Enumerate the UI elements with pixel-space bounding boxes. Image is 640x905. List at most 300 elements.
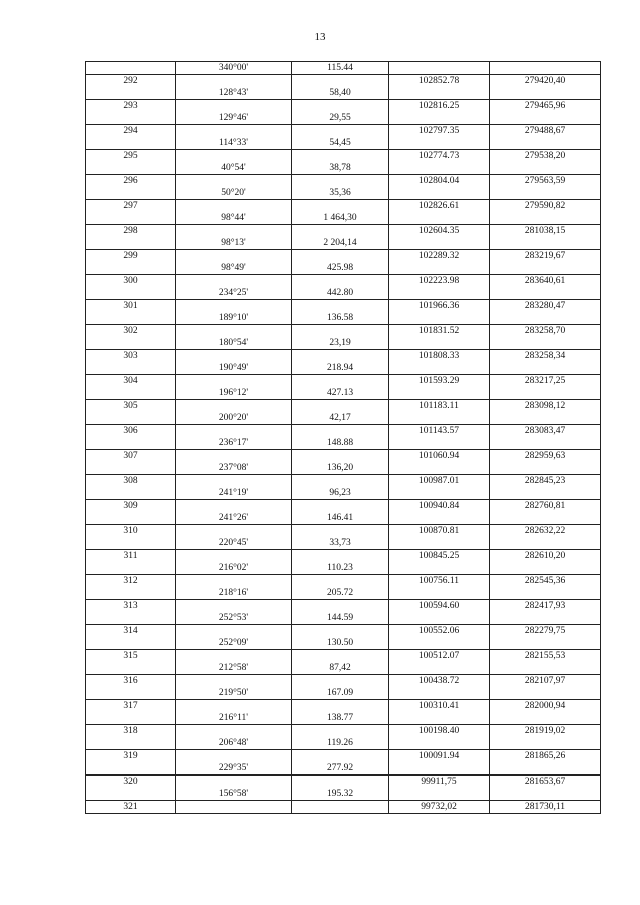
direction-angle: 98°44': [176, 212, 292, 225]
segment-row: [86, 737, 601, 750]
segment-row: [86, 187, 601, 200]
direction-angle: 218°16': [176, 587, 292, 600]
segment-length: 167.09: [292, 687, 389, 700]
empty-cell: [490, 762, 601, 775]
empty-cell: [389, 612, 490, 625]
empty-cell: [490, 512, 601, 525]
coordinate-x: 102804.04: [389, 175, 490, 188]
empty-cell: [176, 625, 292, 638]
empty-cell: [86, 462, 176, 475]
empty-cell: [292, 200, 389, 213]
empty-cell: [86, 437, 176, 450]
empty-cell: [176, 575, 292, 588]
coordinate-y: 283640,61: [490, 275, 601, 288]
coordinate-x: 102774.73: [389, 150, 490, 163]
point-row: [86, 801, 601, 814]
empty-cell: [292, 250, 389, 263]
empty-cell: [176, 350, 292, 363]
segment-row: [86, 237, 601, 250]
coordinate-y: 283258,70: [490, 325, 601, 338]
empty-cell: [389, 262, 490, 275]
empty-cell: [176, 175, 292, 188]
empty-cell: [292, 125, 389, 138]
segment-row: [86, 788, 601, 801]
point-number: 310: [86, 525, 176, 538]
point-row: [86, 275, 601, 288]
point-number: 296: [86, 175, 176, 188]
empty-cell: [86, 637, 176, 650]
segment-length: 54,45: [292, 137, 389, 150]
empty-cell: [86, 687, 176, 700]
coordinate-x: 101831.52: [389, 325, 490, 338]
point-number: 298: [86, 225, 176, 238]
segment-row: [86, 312, 601, 325]
point-number: 313: [86, 600, 176, 613]
point-number: 317: [86, 700, 176, 713]
point-row: [86, 375, 601, 388]
empty-cell: [176, 150, 292, 163]
direction-angle: 114°33': [176, 137, 292, 150]
point-row: [86, 225, 601, 238]
empty-cell: [86, 712, 176, 725]
empty-cell: [176, 75, 292, 88]
empty-cell: [86, 512, 176, 525]
empty-cell: [389, 187, 490, 200]
empty-cell: [490, 62, 601, 75]
empty-cell: [389, 512, 490, 525]
empty-cell: [86, 537, 176, 550]
empty-cell: [86, 362, 176, 375]
point-number: 294: [86, 125, 176, 138]
empty-cell: [86, 737, 176, 750]
coordinate-x: 102852.78: [389, 75, 490, 88]
empty-cell: [86, 312, 176, 325]
point-number: 295: [86, 150, 176, 163]
empty-cell: [86, 387, 176, 400]
coordinate-x: 100940.84: [389, 500, 490, 513]
coordinate-x: 102816.25: [389, 100, 490, 113]
segment-length: 23,19: [292, 337, 389, 350]
empty-cell: [490, 112, 601, 125]
empty-cell: [292, 575, 389, 588]
empty-cell: [490, 237, 601, 250]
empty-cell: [176, 275, 292, 288]
point-row: [86, 600, 601, 613]
empty-cell: [176, 750, 292, 763]
empty-cell: [292, 650, 389, 663]
empty-cell: [176, 801, 292, 814]
point-row: [86, 175, 601, 188]
empty-cell: [389, 537, 490, 550]
empty-cell: [176, 325, 292, 338]
segment-length: 146.41: [292, 512, 389, 525]
empty-cell: [292, 225, 389, 238]
segment-row: [86, 137, 601, 150]
segment-row: [86, 262, 601, 275]
segment-row: [86, 462, 601, 475]
coordinate-x: 100845.25: [389, 550, 490, 563]
coordinate-y: 279538,20: [490, 150, 601, 163]
coordinate-y: 283098,12: [490, 400, 601, 413]
empty-cell: [86, 562, 176, 575]
empty-cell: [490, 612, 601, 625]
direction-angle: 241°26': [176, 512, 292, 525]
empty-cell: [292, 325, 389, 338]
direction-angle: 229°35': [176, 762, 292, 775]
point-row: [86, 325, 601, 338]
direction-angle: 216°11': [176, 712, 292, 725]
empty-cell: [292, 675, 389, 688]
segment-row: [86, 487, 601, 500]
segment-row: [86, 512, 601, 525]
empty-cell: [86, 412, 176, 425]
point-row: [86, 700, 601, 713]
segment-length: 87,42: [292, 662, 389, 675]
page-number: 13: [314, 31, 326, 43]
segment-length: 2 204,14: [292, 237, 389, 250]
empty-cell: [292, 600, 389, 613]
direction-angle: 196°12': [176, 387, 292, 400]
point-number: 300: [86, 275, 176, 288]
empty-cell: [389, 337, 490, 350]
point-row: [86, 625, 601, 638]
segment-row: [86, 337, 601, 350]
coordinate-x: 99732,02: [389, 801, 490, 814]
segment-row: [86, 287, 601, 300]
coordinate-y: 282155,53: [490, 650, 601, 663]
empty-cell: [490, 537, 601, 550]
empty-cell: [490, 712, 601, 725]
point-row: [86, 350, 601, 363]
point-row: [86, 100, 601, 113]
point-number: 302: [86, 325, 176, 338]
empty-cell: [389, 637, 490, 650]
empty-cell: [292, 275, 389, 288]
empty-cell: [292, 350, 389, 363]
point-row: [86, 575, 601, 588]
point-number: 308: [86, 475, 176, 488]
empty-cell: [490, 437, 601, 450]
empty-cell: [176, 125, 292, 138]
point-row: [86, 300, 601, 313]
coordinate-x: 100552.06: [389, 625, 490, 638]
empty-cell: [490, 487, 601, 500]
empty-cell: [292, 801, 389, 814]
empty-cell: [389, 87, 490, 100]
direction-angle: 190°49': [176, 362, 292, 375]
empty-cell: [292, 775, 389, 788]
empty-cell: [389, 237, 490, 250]
empty-cell: [292, 700, 389, 713]
empty-cell: [86, 212, 176, 225]
point-row: [86, 400, 601, 413]
empty-cell: [389, 312, 490, 325]
empty-cell: [389, 137, 490, 150]
segment-row: [86, 637, 601, 650]
empty-cell: [490, 412, 601, 425]
segment-length: 144.59: [292, 612, 389, 625]
coordinate-y: 282632,22: [490, 525, 601, 538]
segment-row: [86, 762, 601, 775]
segment-length: 119.26: [292, 737, 389, 750]
empty-cell: [292, 400, 389, 413]
empty-cell: [490, 587, 601, 600]
segment-row: [86, 537, 601, 550]
empty-cell: [490, 262, 601, 275]
empty-cell: [389, 662, 490, 675]
coordinate-x: 102604.35: [389, 225, 490, 238]
segment-length: 33,73: [292, 537, 389, 550]
empty-cell: [176, 500, 292, 513]
segment-row: [86, 562, 601, 575]
direction-angle: 340°00': [176, 62, 292, 75]
coordinate-x: 100310.41: [389, 700, 490, 713]
direction-angle: 128°43': [176, 87, 292, 100]
empty-cell: [490, 562, 601, 575]
point-row: [86, 775, 601, 788]
segment-length: 427.13: [292, 387, 389, 400]
segment-row: [86, 87, 601, 100]
empty-cell: [389, 788, 490, 801]
point-number: 303: [86, 350, 176, 363]
empty-cell: [176, 725, 292, 738]
empty-cell: [292, 450, 389, 463]
empty-cell: [176, 375, 292, 388]
empty-cell: [176, 600, 292, 613]
empty-cell: [292, 625, 389, 638]
point-row: [86, 525, 601, 538]
empty-cell: [292, 100, 389, 113]
coordinate-y: 283083,47: [490, 425, 601, 438]
segment-length: 29,55: [292, 112, 389, 125]
empty-cell: [490, 637, 601, 650]
coordinate-x: 102289.32: [389, 250, 490, 263]
empty-cell: [86, 87, 176, 100]
empty-cell: [86, 112, 176, 125]
empty-cell: [86, 487, 176, 500]
point-number: 301: [86, 300, 176, 313]
coordinates-table: [85, 61, 601, 814]
point-number: 306: [86, 425, 176, 438]
direction-angle: 252°09': [176, 637, 292, 650]
point-row: [86, 200, 601, 213]
segment-length: 58,40: [292, 87, 389, 100]
empty-cell: [490, 287, 601, 300]
point-row: [86, 650, 601, 663]
empty-cell: [86, 187, 176, 200]
segment-row: [86, 712, 601, 725]
empty-cell: [292, 175, 389, 188]
empty-cell: [176, 400, 292, 413]
point-number: 319: [86, 750, 176, 763]
empty-cell: [490, 137, 601, 150]
segment-row: [86, 162, 601, 175]
direction-angle: 241°19': [176, 487, 292, 500]
coordinate-x: 101143.57: [389, 425, 490, 438]
coordinate-x: 101183.11: [389, 400, 490, 413]
segment-row: [86, 587, 601, 600]
direction-angle: 50°20': [176, 187, 292, 200]
segment-length: 138.77: [292, 712, 389, 725]
empty-cell: [490, 312, 601, 325]
point-row: [86, 675, 601, 688]
direction-angle: 98°13': [176, 237, 292, 250]
segment-length: 218.94: [292, 362, 389, 375]
point-number: 315: [86, 650, 176, 663]
empty-cell: [389, 687, 490, 700]
coordinate-y: 282959,63: [490, 450, 601, 463]
coordinate-y: 283217,25: [490, 375, 601, 388]
empty-cell: [389, 387, 490, 400]
direction-angle: 189°10': [176, 312, 292, 325]
coordinate-y: 279590,82: [490, 200, 601, 213]
coordinate-x: 100091.94: [389, 750, 490, 763]
empty-cell: [490, 212, 601, 225]
point-row: [86, 250, 601, 263]
empty-cell: [389, 587, 490, 600]
point-row: [86, 425, 601, 438]
coordinate-x: 102826.61: [389, 200, 490, 213]
segment-row: [86, 437, 601, 450]
empty-cell: [176, 700, 292, 713]
direction-angle: 236°17': [176, 437, 292, 450]
direction-angle: 206°48': [176, 737, 292, 750]
direction-angle: 252°53': [176, 612, 292, 625]
point-number: 311: [86, 550, 176, 563]
coordinate-x: 100987.01: [389, 475, 490, 488]
point-row: [86, 450, 601, 463]
empty-cell: [86, 662, 176, 675]
segment-row: [86, 62, 601, 75]
empty-cell: [176, 250, 292, 263]
segment-length: 115.44: [292, 62, 389, 75]
direction-angle: 234°25': [176, 287, 292, 300]
empty-cell: [176, 650, 292, 663]
direction-angle: 129°46': [176, 112, 292, 125]
coordinate-x: 100594.60: [389, 600, 490, 613]
direction-angle: 212°58': [176, 662, 292, 675]
coordinate-y: 282545,36: [490, 575, 601, 588]
empty-cell: [176, 550, 292, 563]
empty-cell: [490, 187, 601, 200]
coordinate-y: 279465,96: [490, 100, 601, 113]
empty-cell: [389, 487, 490, 500]
coordinate-y: 283258,34: [490, 350, 601, 363]
point-number: 309: [86, 500, 176, 513]
coordinate-y: 282845,23: [490, 475, 601, 488]
empty-cell: [389, 162, 490, 175]
segment-length: 195.32: [292, 788, 389, 801]
empty-cell: [86, 162, 176, 175]
coordinate-x: 100438.72: [389, 675, 490, 688]
empty-cell: [389, 112, 490, 125]
coordinate-y: 282107,97: [490, 675, 601, 688]
empty-cell: [86, 587, 176, 600]
empty-cell: [86, 287, 176, 300]
segment-length: 148.88: [292, 437, 389, 450]
empty-cell: [176, 525, 292, 538]
point-number: 299: [86, 250, 176, 263]
empty-cell: [292, 750, 389, 763]
coordinate-y: 282760,81: [490, 500, 601, 513]
empty-cell: [292, 525, 389, 538]
empty-cell: [292, 550, 389, 563]
point-row: [86, 725, 601, 738]
segment-row: [86, 112, 601, 125]
empty-cell: [86, 612, 176, 625]
point-row: [86, 75, 601, 88]
coordinate-y: 281730,11: [490, 801, 601, 814]
empty-cell: [176, 300, 292, 313]
empty-cell: [292, 425, 389, 438]
point-number: 321: [86, 801, 176, 814]
point-row: [86, 750, 601, 763]
point-number: 297: [86, 200, 176, 213]
empty-cell: [389, 462, 490, 475]
point-row: [86, 150, 601, 163]
coordinate-y: 281038,15: [490, 225, 601, 238]
segment-row: [86, 387, 601, 400]
segment-length: 1 464,30: [292, 212, 389, 225]
empty-cell: [389, 362, 490, 375]
empty-cell: [389, 287, 490, 300]
empty-cell: [292, 150, 389, 163]
empty-cell: [86, 237, 176, 250]
direction-angle: 156°58': [176, 788, 292, 801]
point-number: 307: [86, 450, 176, 463]
empty-cell: [176, 425, 292, 438]
segment-length: 277.92: [292, 762, 389, 775]
coordinate-y: 282279,75: [490, 625, 601, 638]
direction-angle: 216°02': [176, 562, 292, 575]
empty-cell: [292, 725, 389, 738]
coordinate-y: 283219,67: [490, 250, 601, 263]
point-number: 314: [86, 625, 176, 638]
segment-length: 38,78: [292, 162, 389, 175]
empty-cell: [292, 475, 389, 488]
empty-cell: [176, 225, 292, 238]
empty-cell: [176, 775, 292, 788]
coordinate-y: 281865,26: [490, 750, 601, 763]
empty-cell: [176, 475, 292, 488]
empty-cell: [389, 737, 490, 750]
empty-cell: [292, 375, 389, 388]
empty-cell: [176, 675, 292, 688]
segment-length: 130.50: [292, 637, 389, 650]
empty-cell: [490, 687, 601, 700]
point-number: 304: [86, 375, 176, 388]
segment-row: [86, 362, 601, 375]
segment-length: 96,23: [292, 487, 389, 500]
empty-cell: [176, 200, 292, 213]
coordinate-y: 282417,93: [490, 600, 601, 613]
empty-cell: [490, 87, 601, 100]
coordinate-x: 101966.36: [389, 300, 490, 313]
empty-cell: [176, 450, 292, 463]
point-row: [86, 125, 601, 138]
empty-cell: [490, 387, 601, 400]
segment-row: [86, 212, 601, 225]
coordinate-x: 100512.07: [389, 650, 490, 663]
coordinate-x: 101593.29: [389, 375, 490, 388]
coordinate-y: 279563,59: [490, 175, 601, 188]
empty-cell: [86, 337, 176, 350]
empty-cell: [490, 662, 601, 675]
point-number: 305: [86, 400, 176, 413]
empty-cell: [86, 788, 176, 801]
direction-angle: 219°50': [176, 687, 292, 700]
coordinate-x: 101060.94: [389, 450, 490, 463]
